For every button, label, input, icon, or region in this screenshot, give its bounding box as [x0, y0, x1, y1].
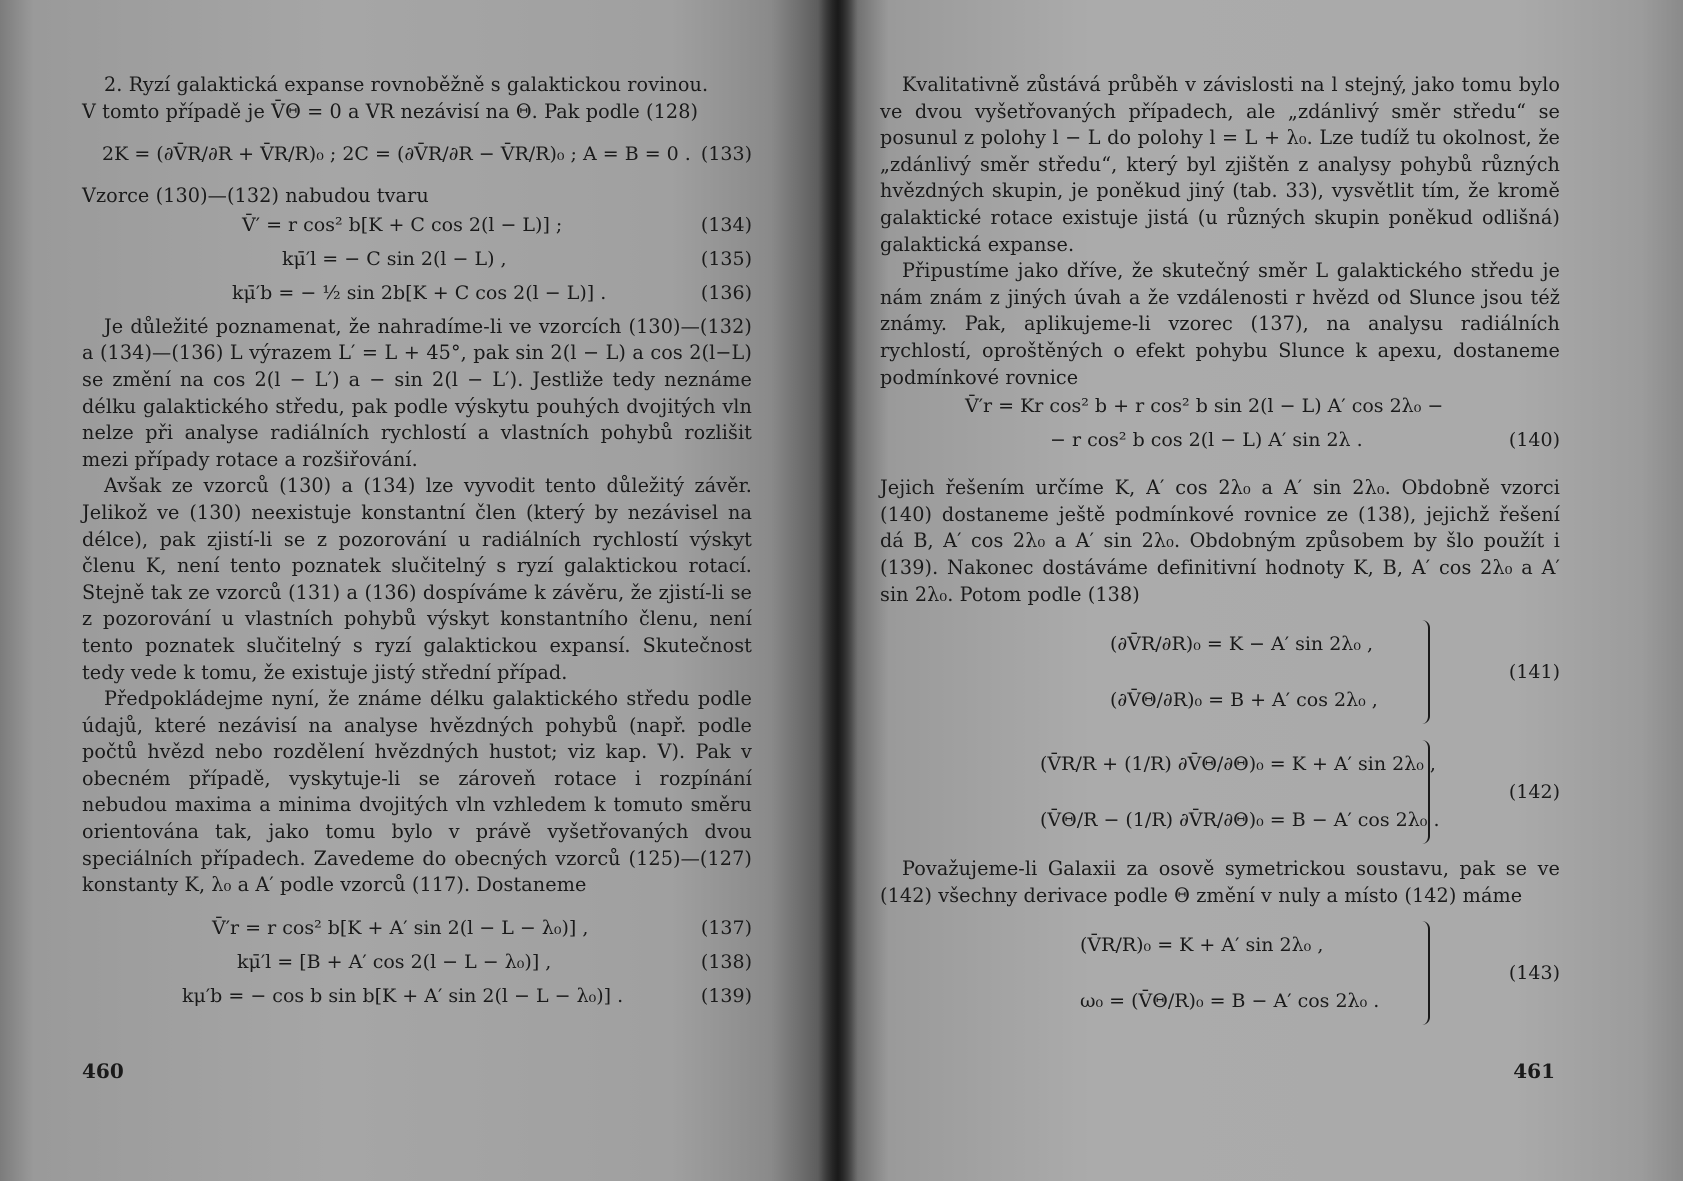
section-heading: 2. Ryzí galaktická expanse rovnoběžně s galaktickou rovinou. [104, 73, 709, 96]
left-page [0, 0, 838, 1181]
right-brace [1418, 740, 1430, 844]
equation-139-number: (139) [700, 984, 752, 1007]
equation-141-row: (∂V̄R/∂R)₀ = K − A′ sin 2λ₀ , [1110, 633, 1374, 656]
equation-142-row: (V̄R/R + (1/R) ∂V̄Θ/∂Θ)₀ = K + A′ sin 2λ₀ , [1040, 753, 1436, 776]
equation-system-141 [880, 616, 1560, 728]
equation-138 [82, 949, 752, 981]
equation-140-number: (140) [1508, 429, 1560, 452]
right-brace [1418, 620, 1430, 724]
paragraph: Avšak ze vzorců (130) a (134) lze vyvodit tento důležitý závěr. Jelikož ve (130) neexistuje konstantní člen (který by nezávisel na délce), pak zjistí-li se z pozorování u radiálních rychlostí výskyt členu K, není tento poznatek slučitelný s ryzí galaktickou rotací. Stejně tak ze vzorců (131) a (136) dospíváme k závěru, že zjistí-li se z pozorování u vlastních pohybů výskyt konstantního členu, není tento poznatek slučitelný s ryzí galaktickou expansí. Skutečnost tedy vede k tomu, že existuje jistý střední případ. [82, 474, 752, 684]
section-intro-line: V tomto případě je V̄Θ = 0 a VR nezávisí na Θ. Pak podle (128) [82, 99, 699, 123]
equation-133 [82, 127, 752, 181]
equation-140-body-2: − r cos² b cos 2(l − L) A′ sin 2λ . [1050, 429, 1363, 452]
equation-133-body: 2K = (∂V̄R/∂R + V̄R/R)₀ ; 2C = (∂V̄R/∂R − V̄R/R)₀ ; A = B = 0 . [102, 143, 691, 166]
equation-134 [82, 212, 752, 244]
equation-140-line-1 [880, 393, 1560, 425]
equation-136-number: (136) [700, 281, 752, 304]
page-number: 461 [1513, 1059, 1555, 1083]
equation-141-number: (141) [1508, 661, 1560, 684]
equation-139-body: kμ′b = − cos b sin b[K + A′ sin 2(l − L − λ₀)] . [182, 984, 624, 1007]
equation-134-number: (134) [700, 213, 752, 236]
equation-136-body: kμ̄′b = − ½ sin 2b[K + C cos 2(l − L)] . [232, 281, 607, 304]
paragraph: Připustíme jako dříve, že skutečný směr L galaktického středu je nám znám z jiných úvah a že vzdálenosti r hvězd od Slunce jsou též známy. Pak, aplikujeme-li vzorec (137), na analysu radiálních rychlostí, oproštěných o efekt pohybu Slunce k apexu, dostaneme podmínkové rovnice [880, 259, 1560, 389]
left-page-content [82, 72, 752, 1017]
equation-143-number: (143) [1508, 962, 1560, 985]
equation-137 [82, 915, 752, 947]
equation-143-row: (V̄R/R)₀ = K + A′ sin 2λ₀ , [1080, 934, 1324, 957]
equation-140-line-2 [880, 427, 1560, 459]
right-page-content [880, 72, 1560, 1037]
equation-139 [82, 983, 752, 1015]
equation-135-number: (135) [700, 247, 752, 270]
equation-140-body-1: V̄′r = Kr cos² b + r cos² b sin 2(l − L) A′ cos 2λ₀ − [965, 395, 1444, 418]
equation-142-row: (V̄Θ/R − (1/R) ∂V̄R/∂Θ)₀ = B − A′ cos 2λ₀ . [1040, 809, 1440, 832]
equation-136 [82, 280, 752, 312]
equation-135 [82, 246, 752, 278]
equation-134-body: V̄′ = r cos² b[K + C cos 2(l − L)] ; [242, 213, 563, 236]
paragraph: Je důležité poznamenat, že nahradíme-li ve vzorcích (130)—(132) a (134)—(136) L výrazem L′ = L + 45°, pak sin 2(l − L) a cos 2(l−L) se změní na cos 2(l − L′) a − sin 2(l − L′). Jestliže tedy neznáme délku galaktického středu, pak podle výskytu pouhých dvojitých vln nelze při analyse radiálních rychlostí a vlastních pohybů rozlišit mezi případy rotace a rozšiřování. [82, 314, 752, 471]
right-brace [1418, 921, 1430, 1025]
equation-135-body: kμ̄′l = − C sin 2(l − L) , [282, 247, 507, 270]
equation-141-row: (∂V̄Θ/∂R)₀ = B + A′ cos 2λ₀ , [1110, 689, 1378, 712]
paragraph: Jejich řešením určíme K, A′ cos 2λ₀ a A′ sin 2λ₀. Obdobně vzorci (140) dostaneme ještě podmínkové rovnice ze (138), jejichž řešení dá B, A′ cos 2λ₀ a A′ sin 2λ₀. Obdobným způsobem by šlo použít i (139). Nakonec dostáváme definitivní hodnoty K, B, A′ cos 2λ₀ a A′ sin 2λ₀. Potom podle (138) [880, 476, 1560, 606]
equation-142-number: (142) [1508, 781, 1560, 804]
equation-system-143 [880, 917, 1560, 1029]
paragraph: Považujeme-li Galaxii za osově symetrickou soustavu, pak se ve (142) všechny derivace podle Θ změní v nuly a místo (142) máme [880, 857, 1560, 907]
equation-133-number: (133) [700, 143, 752, 166]
formulas-intro: Vzorce (130)—(132) nabudou tvaru [82, 184, 429, 208]
equation-137-number: (137) [700, 916, 752, 939]
equation-143-row: ω₀ = (V̄Θ/R)₀ = B − A′ cos 2λ₀ . [1080, 990, 1380, 1013]
equation-138-number: (138) [700, 950, 752, 973]
page-number: 460 [82, 1059, 124, 1083]
equation-137-body: V̄′r = r cos² b[K + A′ sin 2(l − L − λ₀)] , [212, 916, 589, 939]
paragraph: Předpokládejme nyní, že známe délku galaktického středu podle údajů, které nezávisí na analyse hvězdných pohybů (např. podle počtů hvězd nebo rozdělení hvězdných hustot; viz kap. V). Pak v obecném případě, vyskytuje-li se zároveň rotace i rozpínání nebudou maxima a minima dvojitých vln vzhledem k tomuto směru orientována tak, jako tomu bylo v právě vyšetřovaných dvou speciálních případech. Zavedeme do obecných vzorců (125)—(127) konstanty K, λ₀ a A′ podle vzorců (117). Dostaneme [82, 687, 752, 897]
paragraph: Kvalitativně zůstává průběh v závislosti na l stejný, jako tomu bylo ve dvou vyšetřovaných případech, ale „zdánlivý směr středu“ se posunul z polohy l − L do polohy l = L + λ₀. Lze tudíž tu okolnost, že „zdánlivý směr středu“, který byl zjištěn z analysy pohybů různých hvězdných skupin, je poněkud jiný (tab. 33), vysvětlit tím, že kromě galaktické rotace existuje jistá (u různých skupin poněkud odlišná) galaktická expanse. [880, 73, 1560, 256]
equation-138-body: kμ̄′l = [B + A′ cos 2(l − L − λ₀)] , [237, 950, 552, 973]
equation-system-142 [880, 736, 1560, 848]
right-page [838, 0, 1683, 1181]
